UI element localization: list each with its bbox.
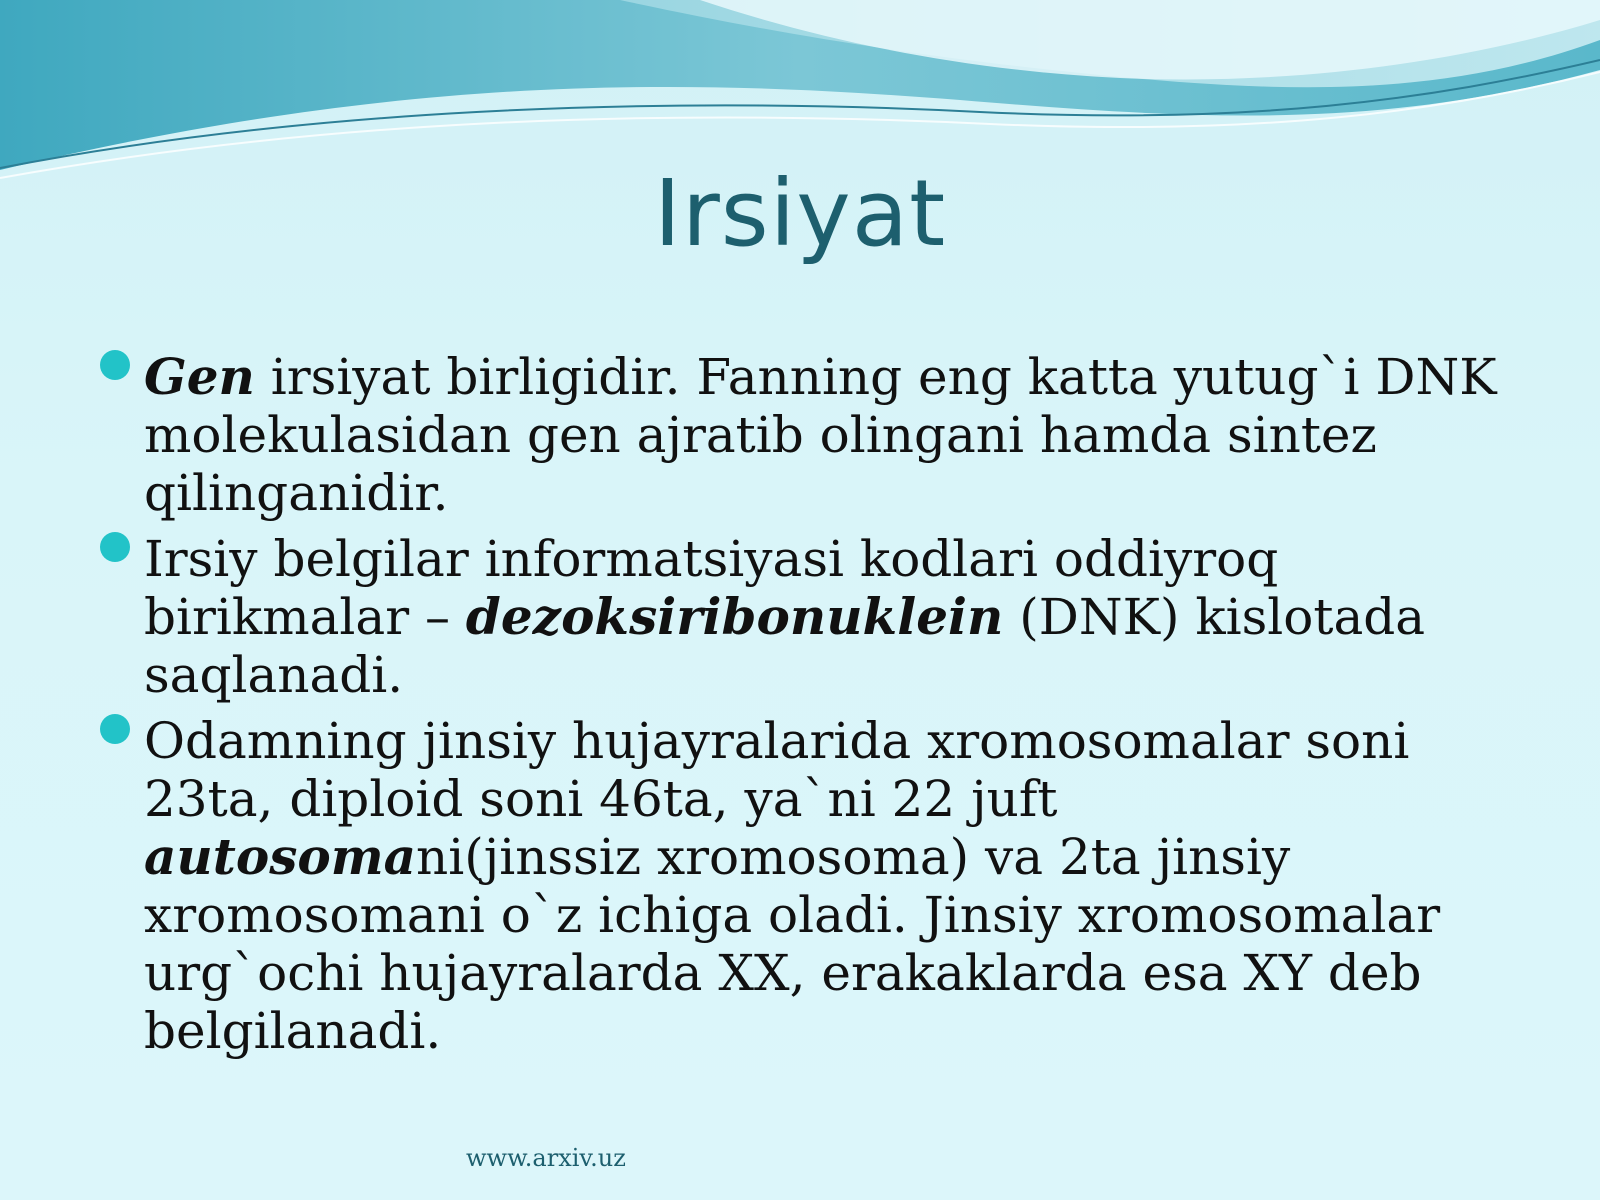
bullet-dot-icon (100, 714, 130, 744)
bullet-item-2 (100, 530, 1500, 704)
bullet-body: (DNK) kislotada saqlanadi. (144, 588, 1426, 704)
bullet-item-1 (100, 348, 1500, 522)
bullet-body: irsiyat birligidir. Fanning eng katta yutug`i DNK molekulasidan gen ajratib olingani hamda sintez qilinganidir. (144, 348, 1497, 522)
bullet-text (144, 712, 1440, 1060)
bullet-list (100, 348, 1500, 1068)
bold-term: dezoksiribonuklein (465, 587, 1004, 646)
bullet-body: Irsiy belgilar informatsiyasi kodlari oddiyroq birikmalar – (144, 530, 1279, 646)
bullet-body: ni(jinssiz xromosoma) va 2ta jinsiy xromosomani o`z ichiga oladi. Jinsiy xromosomalar urg`ochi hujayralarda XX, erakaklarda esa XY deb belgilanadi. (144, 828, 1441, 1060)
bold-term: autosoma (144, 827, 416, 886)
slide-title: Irsiyat (653, 160, 947, 267)
bullet-dot-icon (100, 532, 130, 562)
bullet-dot-icon (100, 350, 130, 380)
bullet-body: Odamning jinsiy hujayralarida xromosomalar soni 23ta, diploid soni 46ta, ya`ni 22 juft (144, 712, 1410, 828)
footer-url: www.arxiv.uz (466, 1144, 626, 1172)
bullet-item-3 (100, 712, 1500, 1060)
bullet-text (144, 530, 1425, 704)
bold-term: Gen (144, 347, 255, 406)
bullet-text (144, 348, 1497, 522)
